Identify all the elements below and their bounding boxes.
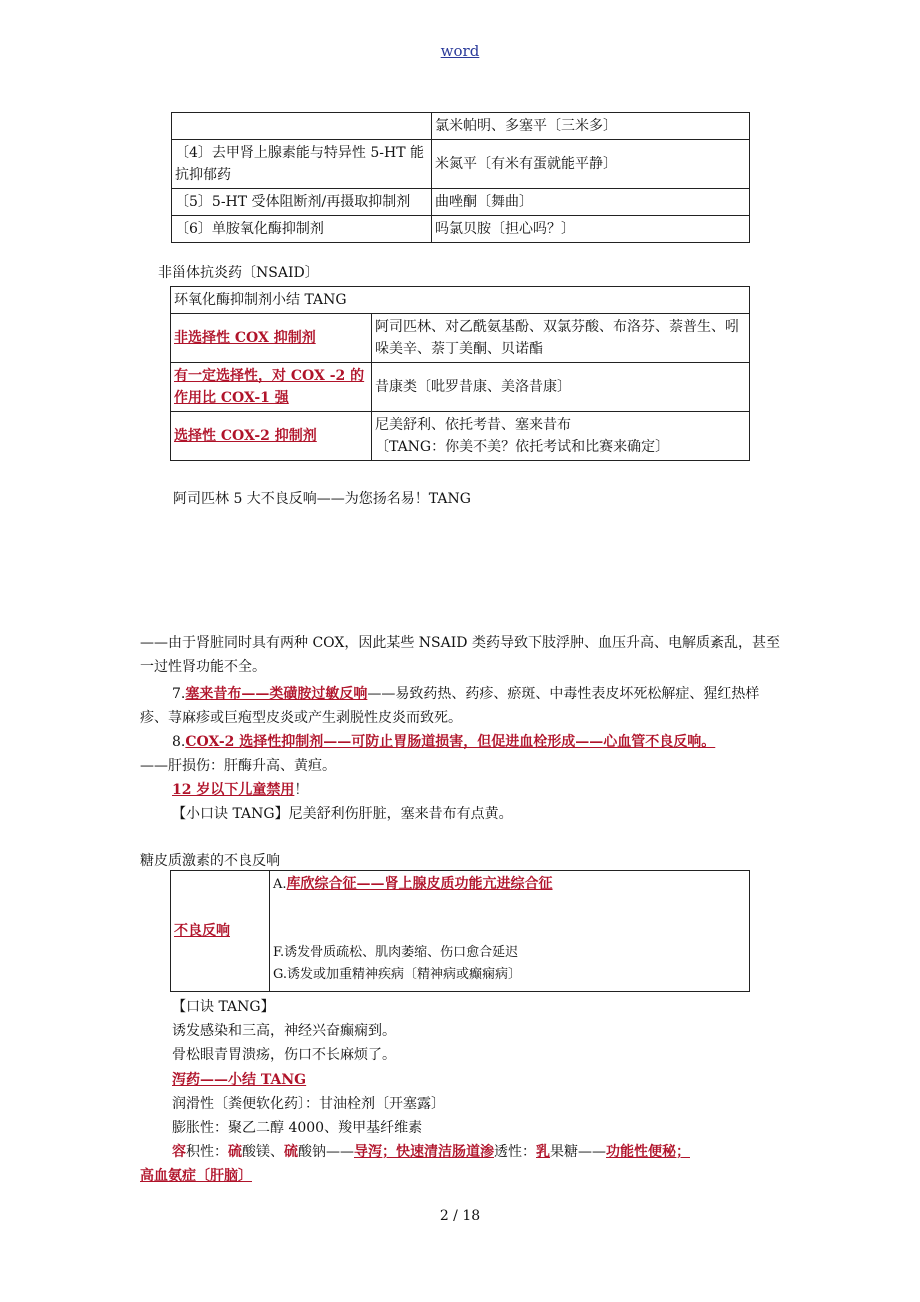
aspirin-line: 阿司匹林 5 大不良反响——为您扬名易！TANG	[173, 491, 471, 507]
highlight-char: 硫	[228, 1144, 242, 1160]
effect-f: F.诱发骨质疏松、肌肉萎缩、伤口愈合延迟	[273, 945, 519, 960]
table-cell: 氯米帕明、多塞平〔三米多〕	[432, 113, 750, 140]
table-cell: 昔康类〔吡罗昔康、美洛昔康〕	[372, 363, 750, 412]
mnemonic-title: 【口诀 TANG】	[172, 999, 275, 1015]
highlight-char: 容	[172, 1144, 186, 1160]
paragraph-text: ！	[294, 782, 309, 798]
table-cell: 有一定选择性，对 COX -2 的作用比 COX-1 强	[171, 363, 372, 412]
antidepressant-table	[171, 112, 750, 243]
cox-inhibitor-table	[170, 286, 750, 461]
text: 透性：	[494, 1144, 536, 1160]
paragraph-text: ——易致药热、药疹、瘀斑、中毒性表皮坏死松解症、猩红热样疹、荨麻疹或巨疱型皮炎或产生剥脱性皮炎而致死。	[140, 686, 760, 726]
table-cell: 〔6〕单胺氧化酶抑制剂	[172, 216, 432, 243]
text: 果糖——	[550, 1144, 606, 1160]
table-row	[171, 871, 750, 992]
laxative-hyperammonemia: 高血氨症〔肝脑〕	[140, 1168, 252, 1184]
mnemonic-line: 【小口诀 TANG】尼美舒利伤肝脏，塞来昔布有点黄。	[172, 806, 513, 822]
text: 积性：	[186, 1144, 228, 1160]
table-cell	[372, 412, 750, 461]
item-letter: A.	[273, 877, 287, 892]
table-cell: 曲唑酮〔舞曲〕	[432, 189, 750, 216]
text: 酸钠——	[298, 1144, 354, 1160]
highlight-text: 导泻；快速清洁肠道渗	[354, 1144, 494, 1160]
table-cell: 阿司匹林、对乙酰氨基酚、双氯芬酸、布洛芬、萘普生、吲哚美辛、萘丁美酮、贝诺酯	[372, 314, 750, 363]
table-title: 环氧化酶抑制剂小结 TANG	[171, 287, 750, 314]
table-cell	[270, 871, 750, 992]
item-number: 8.	[172, 734, 186, 750]
mnemonic-line: 骨松眼青胃溃疡，伤口不长麻烦了。	[172, 1047, 396, 1063]
table-cell: 〔5〕5-HT 受体阻断剂/再摄取抑制剂	[172, 189, 432, 216]
laxative-bulk: 膨胀性：聚乙二醇 4000、羧甲基纤维素	[172, 1120, 423, 1136]
paragraph-7	[140, 682, 782, 730]
paragraph-8	[172, 731, 715, 751]
liver-line: ——肝损伤：肝酶升高、黄疸。	[140, 758, 336, 774]
children-warning	[172, 779, 308, 799]
table-row	[171, 363, 750, 412]
table-cell: 吗氯贝胺〔担心吗？〕	[432, 216, 750, 243]
spacer	[273, 896, 746, 942]
highlight-text: 功能性便秘；	[606, 1144, 690, 1160]
table-row	[172, 140, 750, 189]
mnemonic-line: 诱发感染和三高，神经兴奋癫痫到。	[172, 1023, 396, 1039]
table-row	[171, 314, 750, 363]
highlight-char: 乳	[536, 1144, 550, 1160]
table-cell: 不良反响	[171, 871, 270, 992]
highlight-text: 塞来昔布——类磺胺过敏反响	[185, 686, 368, 702]
laxative-title: 泻药——小结 TANG	[172, 1072, 307, 1088]
table-row	[172, 189, 750, 216]
table-row	[171, 287, 750, 314]
table-cell: 米氮平〔有米有蛋就能平静〕	[432, 140, 750, 189]
laxative-osmotic-line	[172, 1141, 690, 1161]
kidney-paragraph: ——由于肾脏同时具有两种 COX，因此某些 NSAID 类药导致下肢浮肿、血压升高、电解质紊乱，甚至一过性肾功能不全。	[140, 635, 780, 675]
table-cell	[172, 113, 432, 140]
table-cell: 〔4〕去甲肾上腺素能与特异性 5-HT 能抗抑郁药	[172, 140, 432, 189]
highlight-text: COX-2 选择性抑制剂——可防止胃肠道损害，但促进血栓形成——心血管不良反响。	[185, 734, 716, 750]
nsaid-heading: 非甾体抗炎药〔NSAID〕	[158, 265, 319, 281]
steroid-table	[170, 870, 750, 992]
cell-line: 〔TANG：你美不美？依托考试和比赛来确定〕	[375, 439, 670, 455]
page-number: 2 / 18	[439, 1208, 481, 1224]
table-row	[171, 412, 750, 461]
table-cell: 选择性 COX-2 抑制剂	[171, 412, 372, 461]
item-number: 7.	[172, 686, 186, 702]
cell-line: 尼美舒利、依托考昔、塞来昔布	[375, 417, 571, 433]
effect-g: G.诱发或加重精神疾病〔精神病或癫痫病〕	[273, 967, 522, 982]
steroid-heading: 糖皮质激素的不良反响	[140, 853, 280, 869]
text: 酸镁、	[242, 1144, 284, 1160]
highlight-text: 库欣综合征——肾上腺皮质功能亢进综合征	[286, 876, 553, 892]
table-row	[172, 216, 750, 243]
laxative-lubricant: 润滑性〔粪便软化药〕：甘油栓剂〔开塞露〕	[172, 1096, 445, 1112]
table-row	[172, 113, 750, 140]
table-cell: 非选择性 COX 抑制剂	[171, 314, 372, 363]
header-title[interactable]: word	[440, 42, 480, 60]
highlight-char: 硫	[284, 1144, 298, 1160]
effect-a	[273, 873, 746, 896]
highlight-text: 12 岁以下儿童禁用	[172, 782, 295, 798]
